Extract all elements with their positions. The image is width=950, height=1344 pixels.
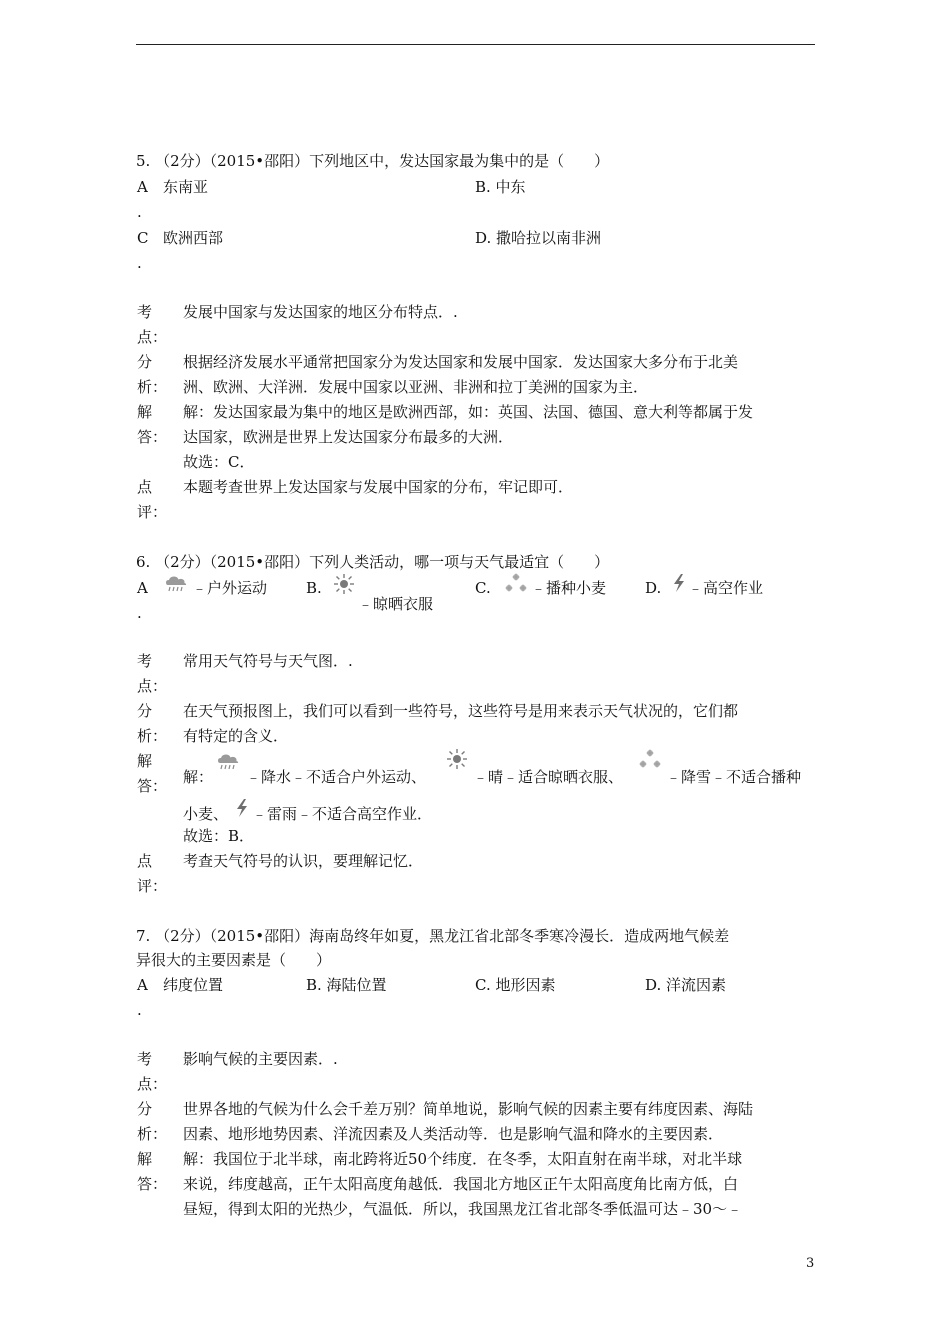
- q5-option-d: D. 撒哈拉以南非洲: [475, 229, 602, 247]
- q5-fenxi-line-1: 根据经济发展水平通常把国家分为发达国家和发展中国家．发达国家大多分布于北美: [183, 353, 739, 371]
- q7-fenxi-line-1: 世界各地的气候为什么会千差万别？简单地说，影响气候的因素主要有纬度因素、海陆: [183, 1100, 754, 1118]
- q7-fenxi-label-1: 分: [137, 1100, 153, 1118]
- q5-kaodian-label-2: 点：: [137, 328, 168, 346]
- header-rule: [136, 44, 815, 45]
- q5-dianping-label-2: 评：: [137, 503, 168, 521]
- q5-option-c-dot: .: [137, 254, 142, 272]
- rain-cloud-icon: [216, 752, 242, 772]
- q6-jieda-seg-3: ﹣降雪﹣不适合播种: [666, 768, 802, 786]
- q7-option-a-letter: A: [137, 976, 148, 994]
- q5-fenxi-line-2: 洲、欧洲、大洋洲．发展中国家以亚洲、非洲和拉丁美洲的国家为主．: [183, 378, 649, 396]
- q7-option-c: C. 地形因素: [475, 976, 556, 994]
- q7-kaodian-text: 影响气候的主要因素．.: [183, 1050, 338, 1068]
- q5-fenxi-label-1: 分: [137, 353, 153, 371]
- q6-fenxi-line-2: 有特定的含义．: [183, 727, 289, 745]
- q6-option-a-letter: A: [137, 579, 148, 597]
- sun-icon: [446, 748, 468, 770]
- q7-fenxi-label-2: 析：: [137, 1125, 168, 1143]
- q5-jieda-label-2: 答：: [137, 428, 168, 446]
- snow-icon: [637, 749, 663, 771]
- q6-fenxi-label-1: 分: [137, 702, 153, 720]
- q5-jieda-answer: 故选：C．: [183, 453, 255, 471]
- q7-stem-line-1: 7. （2分）（2015•邵阳）海南岛终年如夏，黑龙江省北部冬季寒冷漫长．造成两地气候差: [136, 927, 730, 945]
- q6-jieda-prefix: 解：: [183, 768, 214, 786]
- q6-jieda-seg-1: ﹣降水﹣不适合户外运动、: [246, 768, 427, 786]
- q6-dianping-label-1: 点: [137, 852, 153, 870]
- q5-option-a-letter: A: [137, 178, 148, 196]
- q6-kaodian-text: 常用天气符号与天气图．.: [183, 652, 353, 670]
- q7-stem-line-2: 异很大的主要因素是（ ）: [136, 951, 332, 969]
- q5-dianping-label-1: 点: [137, 478, 153, 496]
- q5-option-c: 欧洲西部: [163, 229, 224, 247]
- q6-jieda-seg-4: 小麦、: [183, 805, 229, 823]
- q6-dianping-text: 考查天气符号的认识，要理解记忆．: [183, 852, 424, 870]
- q5-kaodian-text: 发展中国家与发达国家的地区分布特点．.: [183, 303, 458, 321]
- q5-jieda-label-1: 解: [137, 403, 153, 421]
- q6-option-a: ﹣户外运动: [192, 579, 268, 597]
- q7-kaodian-label-2: 点：: [137, 1075, 168, 1093]
- q6-jieda-seg-2: ﹣晴﹣适合晾晒衣服、: [473, 768, 624, 786]
- q5-stem: 5. （2分）（2015•邵阳）下列地区中，发达国家最为集中的是（ ）: [136, 152, 610, 170]
- q5-option-b: B. 中东: [475, 178, 526, 196]
- q6-option-b-letter: B.: [306, 579, 322, 597]
- q7-option-a-dot: .: [137, 1001, 142, 1019]
- q5-fenxi-label-2: 析：: [137, 378, 168, 396]
- q7-jieda-label-1: 解: [137, 1150, 153, 1168]
- q6-jieda-seg-5: ﹣雷雨﹣不适合高空作业．: [252, 805, 433, 823]
- rain-cloud-icon: [164, 574, 190, 594]
- q7-jieda-line-2: 来说，纬度越高，正午太阳高度角越低．我国北方地区正午太阳高度角比南方低，白: [183, 1175, 739, 1193]
- q6-option-c: ﹣播种小麦: [531, 579, 607, 597]
- q5-jieda-line-1: 解：发达国家最为集中的地区是欧洲西部，如：英国、法国、德国、意大利等都属于发: [183, 403, 754, 421]
- q7-kaodian-label-1: 考: [137, 1050, 153, 1068]
- q6-fenxi-line-1: 在天气预报图上，我们可以看到一些符号，这些符号是用来表示天气状况的，它们都: [183, 702, 739, 720]
- q7-option-b: B. 海陆位置: [306, 976, 387, 994]
- q7-option-d: D. 洋流因素: [645, 976, 727, 994]
- q6-option-b: ﹣晾晒衣服: [358, 595, 434, 613]
- q6-jieda-answer: 故选：B．: [183, 827, 255, 845]
- q7-jieda-line-3: 昼短，得到太阳的光热少，气温低．所以，我国黑龙江省北部冬季低温可达﹣30～﹣: [183, 1200, 743, 1218]
- q5-option-a-dot: .: [137, 203, 142, 221]
- q6-option-d-letter: D.: [645, 579, 662, 597]
- lightning-icon: [671, 573, 687, 593]
- lightning-icon: [234, 798, 250, 818]
- q6-jieda-label-2: 答：: [137, 777, 168, 795]
- q6-kaodian-label-2: 点：: [137, 677, 168, 695]
- q5-option-c-letter: C: [137, 229, 149, 247]
- q5-kaodian-label-1: 考: [137, 303, 153, 321]
- q6-fenxi-label-2: 析：: [137, 727, 168, 745]
- q6-option-d: ﹣高空作业: [688, 579, 764, 597]
- q6-dianping-label-2: 评：: [137, 877, 168, 895]
- q7-option-a: 纬度位置: [163, 976, 224, 994]
- sun-icon: [333, 573, 355, 595]
- page-number: 3: [806, 1256, 815, 1271]
- q7-fenxi-line-2: 因素、地形地势因素、洋流因素及人类活动等．也是影响气温和降水的主要因素．: [183, 1125, 724, 1143]
- q6-kaodian-label-1: 考: [137, 652, 153, 670]
- q6-option-a-dot: .: [137, 604, 142, 622]
- q7-jieda-label-2: 答：: [137, 1175, 168, 1193]
- q5-option-a: 东南亚: [163, 178, 209, 196]
- q6-stem: 6. （2分）（2015•邵阳）下列人类活动，哪一项与天气最适宜（ ）: [136, 553, 610, 571]
- q7-jieda-line-1: 解：我国位于北半球，南北跨将近50个纬度．在冬季，太阳直射在南半球，对北半球: [183, 1150, 743, 1168]
- q6-option-c-letter: C.: [475, 579, 491, 597]
- q5-dianping-text: 本题考查世界上发达国家与发展中国家的分布，牢记即可．: [183, 478, 574, 496]
- q5-jieda-line-2: 达国家，欧洲是世界上发达国家分布最多的大洲．: [183, 428, 514, 446]
- snow-icon: [503, 573, 529, 595]
- q6-jieda-label-1: 解: [137, 752, 153, 770]
